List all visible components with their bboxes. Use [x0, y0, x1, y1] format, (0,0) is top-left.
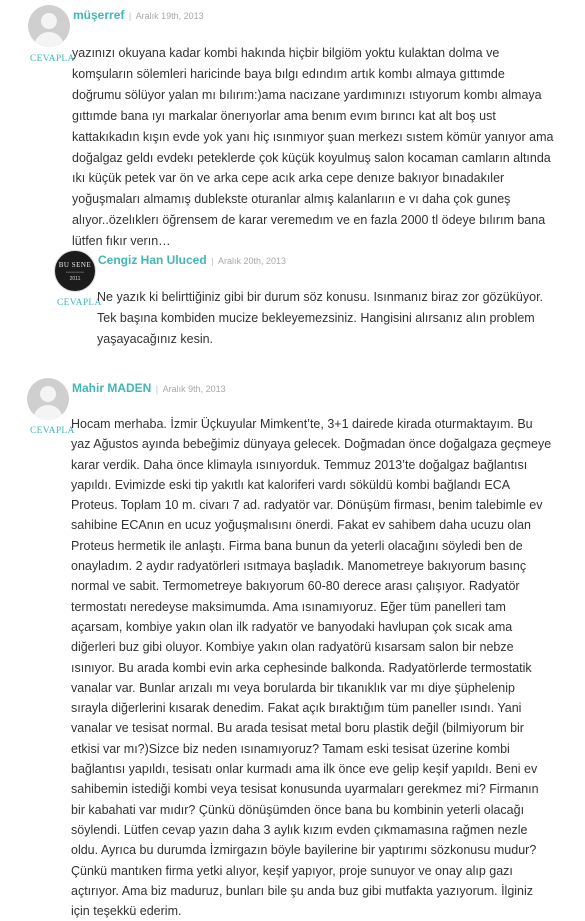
logo-text: BU SENE — [58, 261, 92, 269]
meta-separator: | — [211, 256, 214, 266]
default-avatar-icon — [27, 378, 69, 420]
comment-date[interactable]: Aralık 19th, 2013 — [135, 11, 204, 21]
comment-date[interactable]: Aralık 9th, 2013 — [162, 384, 226, 394]
comment-text: yazınızı okuyana kadar kombi hakında hiçbir bilgiöm yoktu kulaktan dolma ve komşuların sölemleri haricinde baya bılgı edındım artık kombı almaya gıttımde doğrumu sölüyor yalan mı bılırım:)ama nacızane yardımınızı ıstıyorum kombı almaya gıttımde bana ıyı markalar önerıyorlar ama benım evım bırıncı kat alt boş ust kattakıkadın kışın evde yok yanı hiç ısınmıyor şuan merkezı sıstem kömür yanıyor ama doğalgaz geldı evdekı peteklerde çok küçük koyulmuş salon kocaman camların altında ıkı küçük petek var ön ve arka cepe acık arka cepe denıze bakıyor bınadakıler yoğuşmaları almamış dublekste oturanlar almış kalanlarıın e vı daha çok guneş alıyor..özelıklerı öğrensem de karar veremedım ve en fazla 2000 tl ödeye bılırım bana lütfen fıkır verın… — [72, 46, 554, 249]
comment-text: Ne yazık ki belirttiğiniz gibi bir durum söz konusu. Isınmanız biraz zor gözüküyor. Tek başına kombiden mucize bekleyemezsiniz. Hangisini alırsanız alın problem yaşayacağınız kesin. — [97, 290, 544, 346]
logo-year: 2011 — [69, 276, 81, 282]
comment-date[interactable]: Aralık 20th, 2013 — [217, 256, 286, 266]
reply-button[interactable]: CEVAPLA — [30, 426, 75, 436]
comment-author[interactable]: Cengiz Han Uluced — [98, 253, 207, 267]
meta-separator: | — [155, 384, 159, 394]
reply-button[interactable]: CEVAPLA — [30, 54, 75, 64]
comment-author[interactable]: Mahir MADEN — [72, 381, 152, 395]
comment-text: Hocam merhaba. İzmir Üçkuyular Mimkent’te, 3+1 dairede kirada oturmaktayım. Bu yaz Ağustos ayında bebeğimiz dünyaya gelecek. Doğmadan önce doğalgaza geçmeye karar verdik. Daha önce klimayla ısınıyorduk. Temmuz 2013’te doğalgaz bağlantısı yapıldı. Evimizde eski tip yakıtlı kat kaloriferi vardı söküldü kombi bağlandı ECA Proteus. Toplam 10 m. civarı 7 ad. radyatör var. Dönüşüm firması, benim talebimle ev sahibine ECAnın en ucuz yoğuşmalısını önerdi. Fakat ev sahibem daha ucuzu olan Proteus hermetik ile anlaştı. Firma bana bunun da yeterli olacağını söyledi ben de onayladım. 2 aydır radyatörleri ısıtmaya başladık. Manometreye bakıyorum basınç normal ve sabit. Termometreye bakıyorum 60-80 derece arası çalışıyor. Radyatör termostatı neredeyse maksimumda. Ama ısınamıyoruz. Eğer tüm panelleri tam açarsam, kombiye yakın olan ilk radyatör ve banyodaki havlupan çok sıcak ama diğerleri buz gibi oluyor. Kombiye yakın olan radyatörü kısarsam salon bir nebze ısınıyor. Bu arada kombi evin arka cephesinde balkonda. Radyatörlerde termostatik vanalar var. Bunlar arızalı mı veya borularda bir tıkanıklık var mı diye şüphelenip sırayla diğerlerini kısarak denedim. Fakat açık bıraktığım tüm paneller ısındı. Yani vanalar ve tesisat normal. Bu arada tesisat metal boru plastik değil (bilmiyorum bir etkisi var mı?)Sizce biz neden ısınamıyoruz? Tamam eski tesisat üzerine kombi bağlantısı yapıldı, tesisatı onlar kurmadı ama ilk önce eve gelip keşif yapıldı. Beni ev sahibemin istediği kombi veya tesisat konusunda uyarmaları gerekmez mi? Firmanın bir kabahati var mıdır? Çünkü dönüşümden önce bana bu kombinin yeterli olacağı söylendi. Lütfen cevap yazın daha 3 aylık kızım evden çıkmamasına rağmen nezle oldu. Ayrıca bu durumda İzmirgazın böyle bayilerine bir yaptırımı sözkonusu mudur? Çünkü mantıken firma yetki alıyor, keşif yapıyor, proje sunuyor ve onay alıp gazı açtırıyor. Ama biz maduruz, bunları bile şu anda buz gibi mutfakta yazıyorum. İlginiz için teşekkü ederim. — [71, 417, 552, 919]
bu-sene-logo-avatar: BU SENE ••••••••••••••••• 2011 — [54, 250, 96, 292]
comment-meta — [72, 379, 226, 397]
reply-button[interactable]: CEVAPLA — [57, 298, 102, 308]
comment-meta — [73, 6, 204, 24]
default-avatar-icon — [28, 5, 70, 47]
comment-meta — [98, 251, 286, 269]
meta-separator: | — [128, 11, 132, 21]
comment-author[interactable]: müşerref — [73, 8, 125, 22]
